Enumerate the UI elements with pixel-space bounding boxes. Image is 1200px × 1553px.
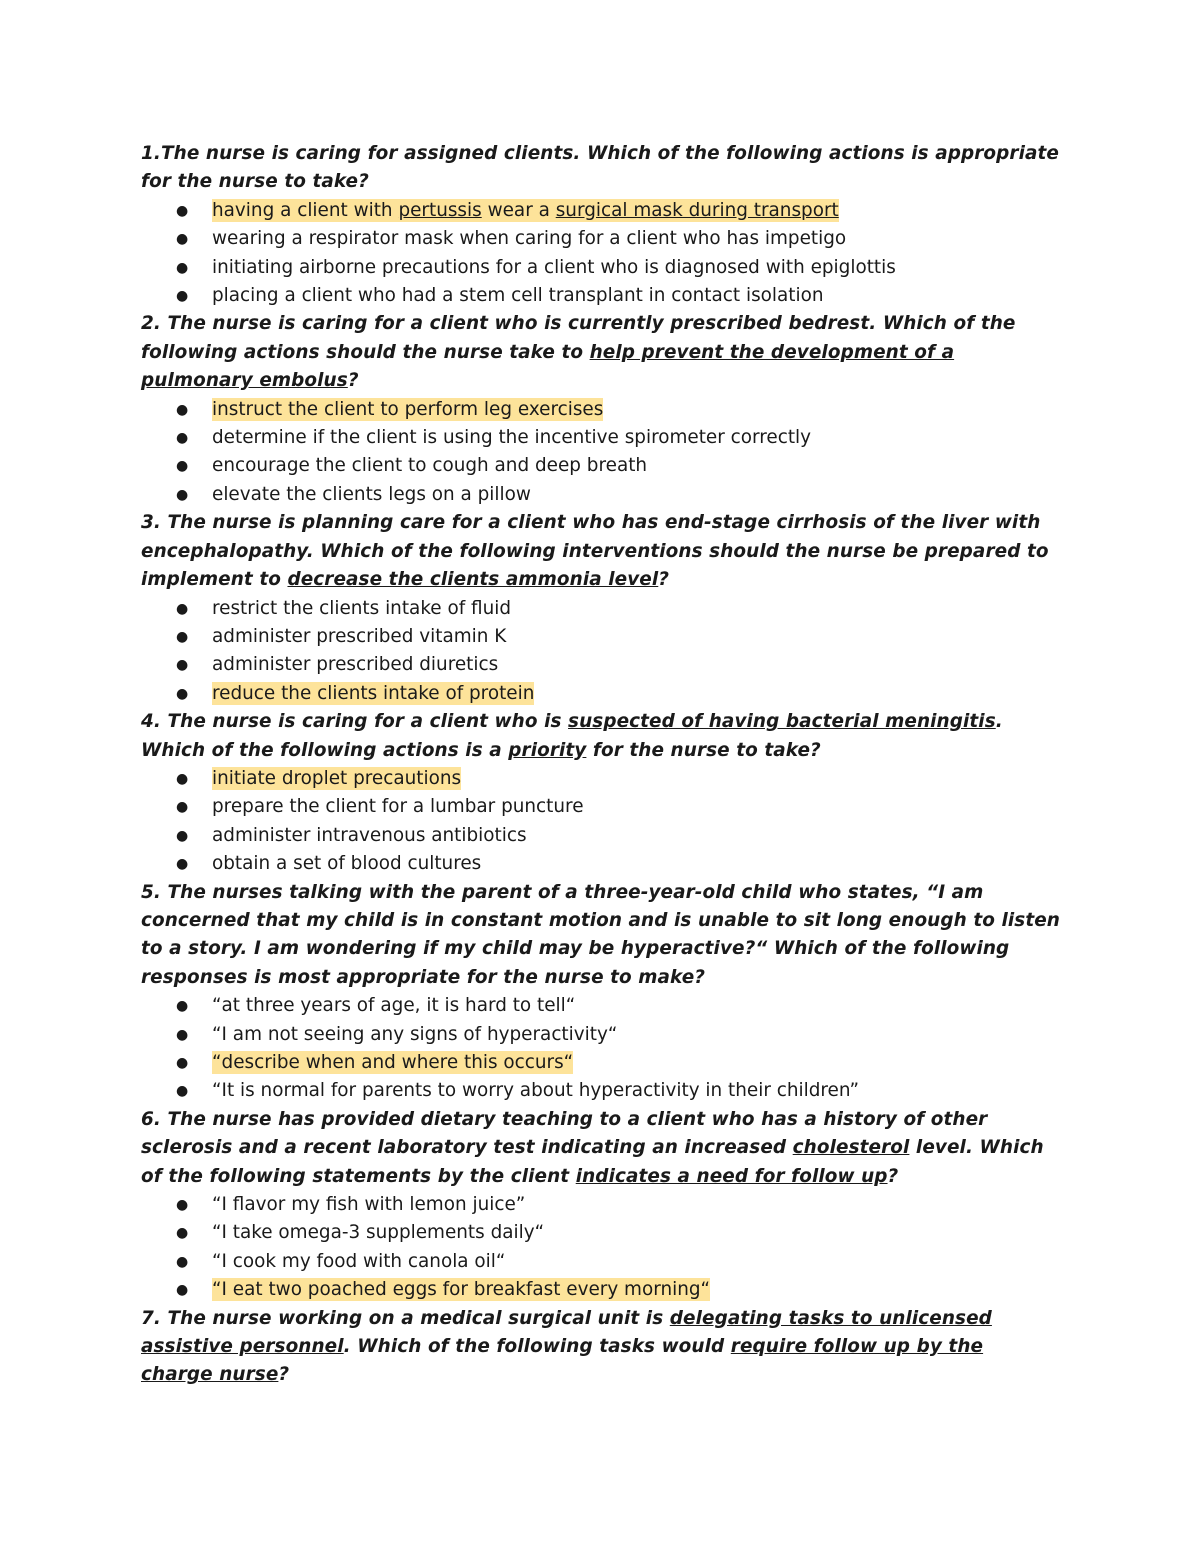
answer-text-part: “I flavor my fish with lemon juice” [212, 1194, 526, 1216]
bullet-icon: ● [176, 1282, 189, 1299]
answer-option-text [212, 767, 461, 790]
answer-text-part: administer prescribed diuretics [212, 654, 499, 676]
bullet-icon: ● [176, 685, 189, 702]
question-text-part: 6. The nurse has provided dietary teaching to a client who has a history of other sclerosis and a recent laboratory test indicating an increased [141, 1108, 988, 1159]
bullet-icon: ● [176, 401, 189, 418]
answer-text-part: “I take omega-3 supplements daily“ [212, 1222, 545, 1244]
question-text-part: 1.The nurse is caring for assigned clients. Which of the following actions is appropriate for the nurse to take? [141, 143, 1059, 193]
answer-option-text [212, 682, 534, 705]
question-text-part: require follow up by the charge nurse [141, 1336, 984, 1386]
bullet-icon: ● [176, 259, 189, 276]
answer-option-text [212, 995, 575, 1016]
answer-options-list [141, 595, 1061, 709]
question-text-part: level. Which of the following statements by the client [141, 1137, 1044, 1187]
answer-text-part: “at three years of age, it is hard to tell“ [212, 995, 576, 1017]
question-text-part: 5. The nurses talking with the parent of a three-year-old child who states, “I am concerned that my child is in constant motion and is unable to sit long enough to listen to a story. I am wondering if my child may be hyperactive?“ Which of the following responses is most appropriate for the nurse to make? [141, 881, 1060, 988]
question-text-part: decrease the clients ammonia level [287, 569, 659, 591]
question-5 [141, 879, 1061, 993]
question-text-part: ? [658, 569, 670, 591]
answer-option-text [212, 796, 584, 817]
bullet-icon: ● [176, 628, 189, 645]
answer-text-part: having a client with [212, 199, 399, 221]
question-text-part: priority [508, 739, 587, 761]
question-text-part: 2. The nurse is caring for a client who is currently prescribed bedrest. Which of the following actions should the nurse take to [141, 313, 1016, 363]
bullet-icon: ● [176, 231, 189, 248]
answer-option-text [212, 228, 846, 249]
answer-option-text [212, 285, 824, 306]
answer-text-part: determine if the client is using the incentive spirometer correctly [212, 427, 812, 449]
answer-text-part: “I eat two poached eggs for breakfast every morning“ [212, 1279, 711, 1301]
answer-text-part: wear a [481, 199, 556, 221]
answer-option-text [212, 1278, 710, 1301]
answer-option-highlighted [141, 197, 1061, 225]
answer-options-list [141, 992, 1061, 1106]
answer-option-text [212, 1251, 505, 1272]
bullet-icon: ● [176, 1055, 189, 1071]
question-7 [141, 1305, 1061, 1390]
question-text-part: 7. The nurse working on a medical surgical unit is [141, 1307, 670, 1329]
bullet-icon: ● [176, 1253, 189, 1270]
answer-option [141, 1191, 1061, 1219]
question-4 [141, 708, 1061, 765]
answer-option-highlighted [141, 1276, 1061, 1304]
bullet-icon: ● [176, 770, 189, 787]
bullet-icon: ● [176, 600, 189, 617]
answer-option [141, 822, 1061, 850]
question-text-part: . Which of the following actions is a [141, 711, 1003, 761]
answer-option-text [212, 853, 481, 874]
answer-option [141, 793, 1061, 821]
answer-option-highlighted [141, 680, 1061, 708]
answer-option [141, 282, 1061, 310]
answer-text-part: administer intravenous antibiotics [212, 824, 527, 846]
answer-text-part: prepare the client for a lumbar puncture [212, 796, 584, 818]
question-1 [141, 140, 1061, 197]
answer-option-text [212, 455, 647, 476]
answer-option-highlighted [141, 396, 1061, 424]
answer-option [141, 623, 1061, 651]
answer-option-text [212, 1222, 544, 1243]
bullet-icon: ● [176, 1197, 189, 1214]
answer-text-part: “describe when and where this occurs“ [212, 1052, 574, 1073]
question-text-part: cholesterol [792, 1137, 910, 1159]
answer-text-part: placing a client who had a stem cell transplant in contact isolation [212, 285, 824, 307]
question-text-part: ? [347, 370, 359, 392]
question-text-part: indicates a need for follow up [575, 1165, 888, 1187]
bullet-icon: ● [176, 998, 189, 1015]
question-text-part: 4. The nurse is caring for a client who is [141, 711, 569, 733]
bullet-icon: ● [176, 458, 189, 475]
answer-option [141, 481, 1061, 509]
answer-option-text [212, 484, 531, 505]
answer-option-highlighted [141, 765, 1061, 793]
answer-option [141, 651, 1061, 679]
answer-option-text [212, 199, 839, 222]
answer-option-text [212, 825, 527, 846]
document-content [141, 140, 1061, 1390]
answer-option [141, 1021, 1061, 1049]
bullet-icon: ● [176, 1083, 189, 1100]
answer-text-part: administer prescribed vitamin K [212, 625, 507, 647]
question-text-part: suspected of having bacterial meningitis [568, 711, 996, 733]
answer-option-text [212, 398, 603, 421]
answer-options-list [141, 396, 1061, 510]
answer-text-part: “I cook my food with canola oil“ [212, 1250, 506, 1272]
answer-option [141, 992, 1061, 1020]
answer-option [141, 225, 1061, 253]
answer-option [141, 1077, 1061, 1105]
bullet-icon: ● [176, 202, 189, 219]
answer-option-text [212, 1024, 617, 1045]
answer-text-part: restrict the clients intake of fluid [212, 597, 512, 619]
question-text-part: for the nurse to take? [586, 739, 821, 761]
answer-text-part: elevate the clients legs on a pillow [212, 483, 531, 505]
bullet-icon: ● [176, 657, 189, 674]
answer-text-part: initiating airborne precautions for a client who is diagnosed with epiglottis [212, 256, 896, 278]
answer-text-part: initiate droplet precautions [212, 767, 462, 789]
answer-text-part: surgical mask during transport [555, 199, 839, 221]
answer-option [141, 424, 1061, 452]
answer-options-list [141, 1191, 1061, 1305]
answer-text-part: encourage the client to cough and deep breath [212, 455, 648, 477]
bullet-icon: ● [176, 1026, 189, 1043]
bullet-icon: ● [176, 430, 189, 447]
question-text-part: ? [887, 1165, 899, 1187]
answer-option [141, 850, 1061, 878]
bullet-icon: ● [176, 856, 189, 873]
answer-option [141, 1219, 1061, 1247]
bullet-icon: ● [176, 288, 189, 305]
answer-option-text [212, 1080, 859, 1101]
bullet-icon: ● [176, 1225, 189, 1242]
answer-text-part: obtain a set of blood cultures [212, 853, 482, 875]
question-text-part: 3. The nurse is planning care for a client who has end-stage cirrhosis of the liver with encephalopathy. Which of the following interventions should the nurse be prepared to implement to [141, 512, 1049, 591]
answer-options-list [141, 197, 1061, 311]
answer-text-part: wearing a respirator mask when caring for a client who has impetigo [212, 228, 847, 250]
answer-text-part: “It is normal for parents to worry about hyperactivity in their children” [212, 1080, 860, 1102]
answer-option-text [212, 1051, 573, 1074]
answer-option-text [212, 626, 506, 647]
question-text-part: delegating tasks to unlicensed assistive personnel [141, 1307, 992, 1358]
question-3 [141, 509, 1061, 594]
answer-option [141, 1248, 1061, 1276]
answer-option-text [212, 427, 811, 448]
question-text-part: ? [278, 1364, 290, 1386]
answer-text-part: reduce the clients intake of protein [212, 682, 535, 704]
answer-text-part: instruct the client to perform leg exercises [212, 398, 604, 420]
answer-text-part: “I am not seeing any signs of hyperactivity“ [212, 1023, 618, 1045]
answer-text-part: pertussis [398, 199, 482, 221]
answer-option-highlighted [141, 1049, 1061, 1077]
question-6 [141, 1106, 1061, 1191]
answer-options-list [141, 765, 1061, 879]
answer-option-text [212, 257, 896, 278]
bullet-icon: ● [176, 827, 189, 844]
answer-option [141, 595, 1061, 623]
answer-option-text [212, 1194, 525, 1215]
answer-option-text [212, 598, 511, 619]
bullet-icon: ● [176, 486, 189, 503]
question-text-part: help prevent the development of a pulmonary embolus [141, 341, 955, 392]
answer-option-text [212, 654, 498, 675]
answer-option [141, 452, 1061, 480]
question-text-part: . Which of the following tasks would [343, 1336, 731, 1358]
answer-option [141, 254, 1061, 282]
question-2 [141, 310, 1061, 395]
bullet-icon: ● [176, 799, 189, 816]
